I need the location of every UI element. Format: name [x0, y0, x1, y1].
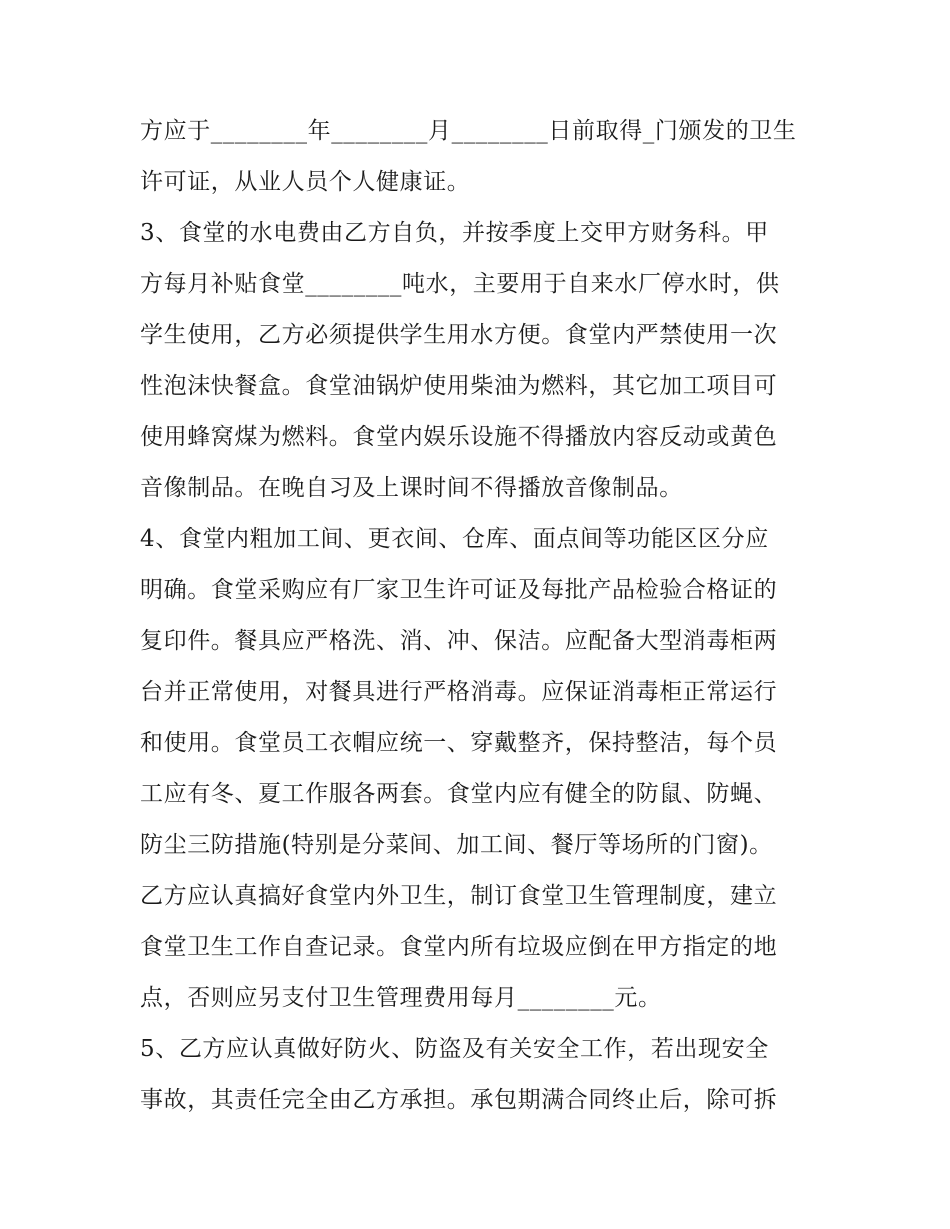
- text-line: 方应于________年________月________日前取得_门颁发的卫生: [140, 118, 797, 144]
- text-line: 防尘三防措施(特别是分菜间、加工间、餐厅等场所的门窗)。: [140, 832, 773, 858]
- text-line: 食堂卫生工作自查记录。食堂内所有垃圾应倒在甲方指定的地: [140, 934, 778, 960]
- text-line: 台并正常使用，对餐具进行严格消毒。应保证消毒柜正常运行: [140, 679, 778, 705]
- text-line: 复印件。餐具应严格洗、消、冲、保洁。应配备大型消毒柜两: [140, 628, 778, 654]
- text-line: 许可证，从业人员个人健康证。: [140, 169, 471, 195]
- text-line: 3、食堂的水电费由乙方自负，并按季度上交甲方财务科。甲: [140, 220, 769, 246]
- text-line: 事故，其责任完全由乙方承担。承包期满合同终止后，除可拆: [140, 1087, 778, 1113]
- document-body: [140, 106, 812, 1126]
- text-line: 4、食堂内粗加工间、更衣间、仓库、面点间等功能区区分应: [140, 526, 769, 552]
- text-line: 和使用。食堂员工衣帽应统一、穿戴整齐，保持整洁，每个员: [140, 730, 778, 756]
- text-line: 乙方应认真搞好食堂内外卫生，制订食堂卫生管理制度，建立: [140, 883, 778, 909]
- text-line: 性泡沫快餐盒。食堂油锅炉使用柴油为燃料，其它加工项目可: [140, 373, 778, 399]
- text-line: 5、乙方应认真做好防火、防盗及有关安全工作，若出现安全: [140, 1036, 769, 1062]
- text-line: 明确。食堂采购应有厂家卫生许可证及每批产品检验合格证的: [140, 577, 778, 603]
- text-line: 使用蜂窝煤为燃料。食堂内娱乐设施不得播放内容反动或黄色: [140, 424, 778, 450]
- text-line: 学生使用，乙方必须提供学生用水方便。食堂内严禁使用一次: [140, 322, 778, 348]
- text-line: 点，否则应另支付卫生管理费用每月________元。: [140, 985, 662, 1011]
- text-line: 工应有冬、夏工作服各两套。食堂内应有健全的防鼠、防蝇、: [140, 781, 778, 807]
- text-line: 音像制品。在晚自习及上课时间不得播放音像制品。: [140, 475, 683, 501]
- text-line: 方每月补贴食堂________吨水，主要用于自来水厂停水时，供: [140, 271, 780, 297]
